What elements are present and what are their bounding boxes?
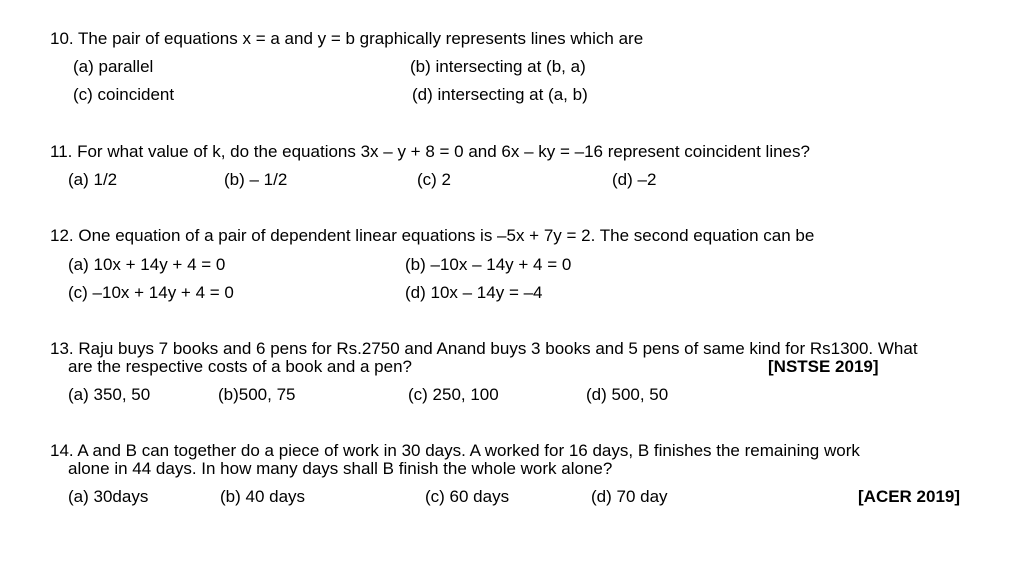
question-10-option-d: (d) intersecting at (a, b) [412,85,588,104]
question-13-stem-line-1: 13. Raju buys 7 books and 6 pens for Rs.2750 and Anand buys 3 books and 5 pens of same kind for Rs1300. What [50,339,918,358]
question-14-option-b: (b) 40 days [220,487,306,506]
question-12-option-d: (d) 10x – 14y = –4 [405,283,543,302]
question-11-stem: 11. For what value of k, do the equations 3x – y + 8 = 0 and 6x – ky = –16 represent coincident lines? [50,142,810,161]
question-13-stem-line-2: are the respective costs of a book and a pen? [68,357,413,376]
question-14-stem-line-2: alone in 44 days. In how many days shall B finish the whole work alone? [68,459,613,478]
question-12-option-c: (c) –10x + 14y + 4 = 0 [68,283,234,302]
question-12-stem: 12. One equation of a pair of dependent linear equations is –5x + 7y = 2. The second equation can be [50,226,815,245]
question-11-option-c: (c) 2 [417,170,451,189]
question-13-option-b: (b)500, 75 [218,385,296,404]
question-13-option-d: (d) 500, 50 [586,385,669,404]
question-12-option-b: (b) –10x – 14y + 4 = 0 [405,255,572,274]
question-13-option-c: (c) 250, 100 [408,385,499,404]
question-13-option-a: (a) 350, 50 [68,385,151,404]
question-10-option-b: (b) intersecting at (b, a) [410,57,586,76]
question-14-source-tag: [ACER 2019] [858,487,961,506]
question-14-option-d: (d) 70 day [591,487,668,506]
question-11-option-d: (d) –2 [612,170,657,189]
question-12-option-a: (a) 10x + 14y + 4 = 0 [68,255,226,274]
question-10-option-c: (c) coincident [73,85,175,104]
question-13-source-tag: [NSTSE 2019] [768,357,879,376]
question-11-option-b: (b) – 1/2 [224,170,288,189]
question-14-option-c: (c) 60 days [425,487,510,506]
question-14-stem-line-1: 14. A and B can together do a piece of work in 30 days. A worked for 16 days, B finishes the remaining work [50,441,860,460]
question-10-option-a: (a) parallel [73,57,154,76]
question-14-option-a: (a) 30days [68,487,149,506]
question-11-option-a: (a) 1/2 [68,170,118,189]
question-10-stem: 10. The pair of equations x = a and y = b graphically represents lines which are [50,29,644,48]
